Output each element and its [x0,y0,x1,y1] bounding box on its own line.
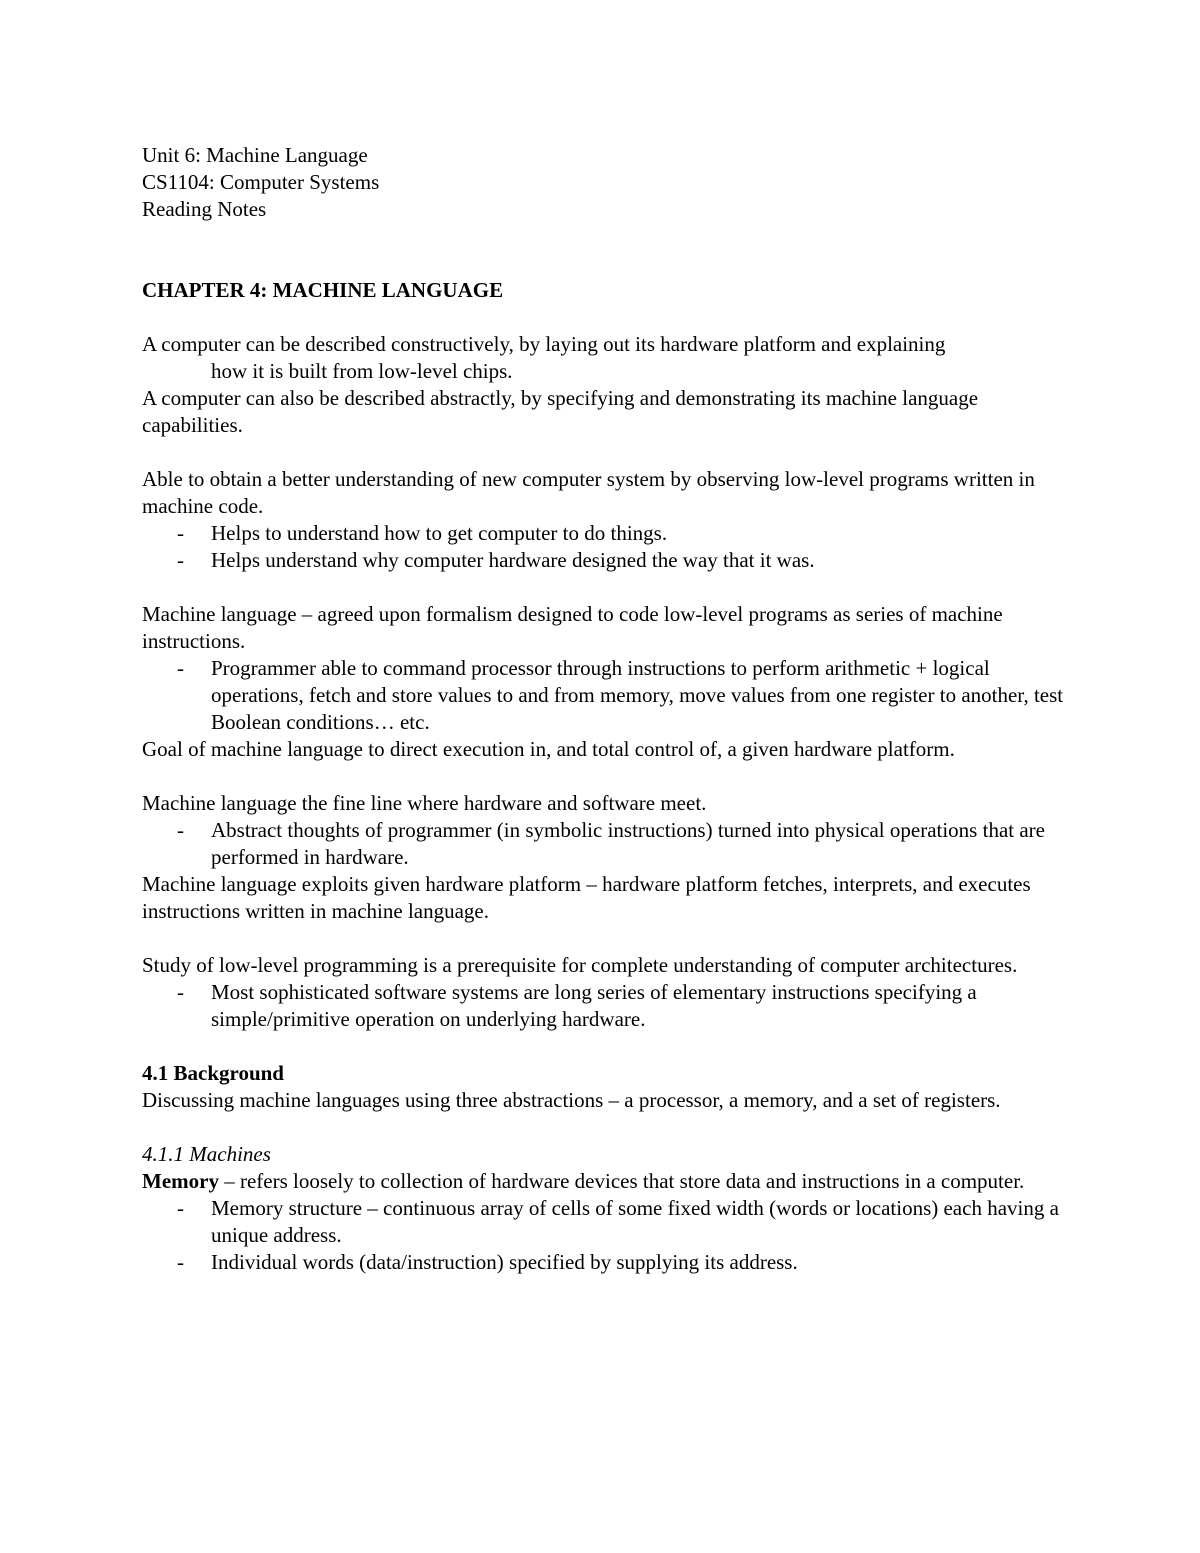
dash-bullet: - [177,521,184,545]
background-heading: 4.1 Background [142,1061,284,1085]
memory-paragraph [142,1168,1072,1195]
fine-line-list [142,817,1072,871]
memory-list [142,1195,1072,1276]
study-list [142,979,1072,1033]
list-item-text: Programmer able to command processor through instructions to perform arithmetic + logical operations, fetch and store values to and from memory, move values from one register to another, test Boolean conditions… etc. [211,656,1064,734]
background-paragraph: Discussing machine languages using three abstractions – a processor, a memory, and a set of registers. [142,1088,1001,1112]
spacer [142,439,1072,466]
spacer [142,574,1072,601]
dash-bullet: - [177,818,184,842]
list-item-text: Abstract thoughts of programmer (in symbolic instructions) turned into physical operations that are performed in hardware. [211,818,1045,869]
list-item-text: Most sophisticated software systems are long series of elementary instructions specifying a simple/primitive operation on underlying hardware. [211,980,977,1031]
intro-paragraph-1-line-2: how it is built from low-level chips. [211,359,513,383]
intro-paragraph-1-line-1: A computer can be described constructively, by laying out its hardware platform and explaining [142,332,946,356]
memory-definition: – refers loosely to collection of hardware devices that store data and instructions in a computer. [218,1169,1025,1193]
document-body [142,142,1072,1276]
list-item [142,547,1072,574]
spacer [142,1033,1072,1060]
spacer [142,223,1072,250]
dash-bullet: - [177,980,184,1004]
dash-bullet: - [177,656,184,680]
understanding-list [142,520,1072,574]
spacer [142,304,1072,331]
spacer [142,1114,1072,1141]
machines-heading: 4.1.1 Machines [142,1142,271,1166]
list-item-text: Individual words (data/instruction) specified by supplying its address. [211,1250,798,1274]
course-title: CS1104: Computer Systems [142,170,380,194]
dash-bullet: - [177,548,184,572]
list-item [142,520,1072,547]
study-paragraph: Study of low-level programming is a prerequisite for complete understanding of computer architectures. [142,953,1018,977]
spacer [142,763,1072,790]
memory-term: Memory [142,1169,219,1193]
list-item [142,1195,1072,1249]
understanding-paragraph: Able to obtain a better understanding of new computer system by observing low-level programs written in machine code. [142,467,1035,518]
dash-bullet: - [177,1250,184,1274]
list-item [142,1249,1072,1276]
spacer [142,925,1072,952]
list-item-text: Memory structure – continuous array of cells of some fixed width (words or locations) each having a unique address. [211,1196,1059,1247]
list-item [142,655,1072,736]
exploits-paragraph: Machine language exploits given hardware platform – hardware platform fetches, interprets, and executes instructions written in machine language. [142,872,1031,923]
definition-list [142,655,1072,736]
definition-paragraph: Machine language – agreed upon formalism designed to code low-level programs as series of machine instructions. [142,602,1003,653]
intro-paragraph-2: A computer can also be described abstractly, by specifying and demonstrating its machine language capabilities. [142,386,979,437]
list-item [142,817,1072,871]
list-item [142,979,1072,1033]
dash-bullet: - [177,1196,184,1220]
notes-subtitle: Reading Notes [142,197,267,221]
fine-line-paragraph: Machine language the fine line where hardware and software meet. [142,791,707,815]
chapter-heading: CHAPTER 4: MACHINE LANGUAGE [142,278,504,302]
list-item-text: Helps to understand how to get computer to do things. [211,521,668,545]
goal-paragraph: Goal of machine language to direct execution in, and total control of, a given hardware platform. [142,737,955,761]
unit-title: Unit 6: Machine Language [142,143,368,167]
list-item-text: Helps understand why computer hardware designed the way that it was. [211,548,815,572]
